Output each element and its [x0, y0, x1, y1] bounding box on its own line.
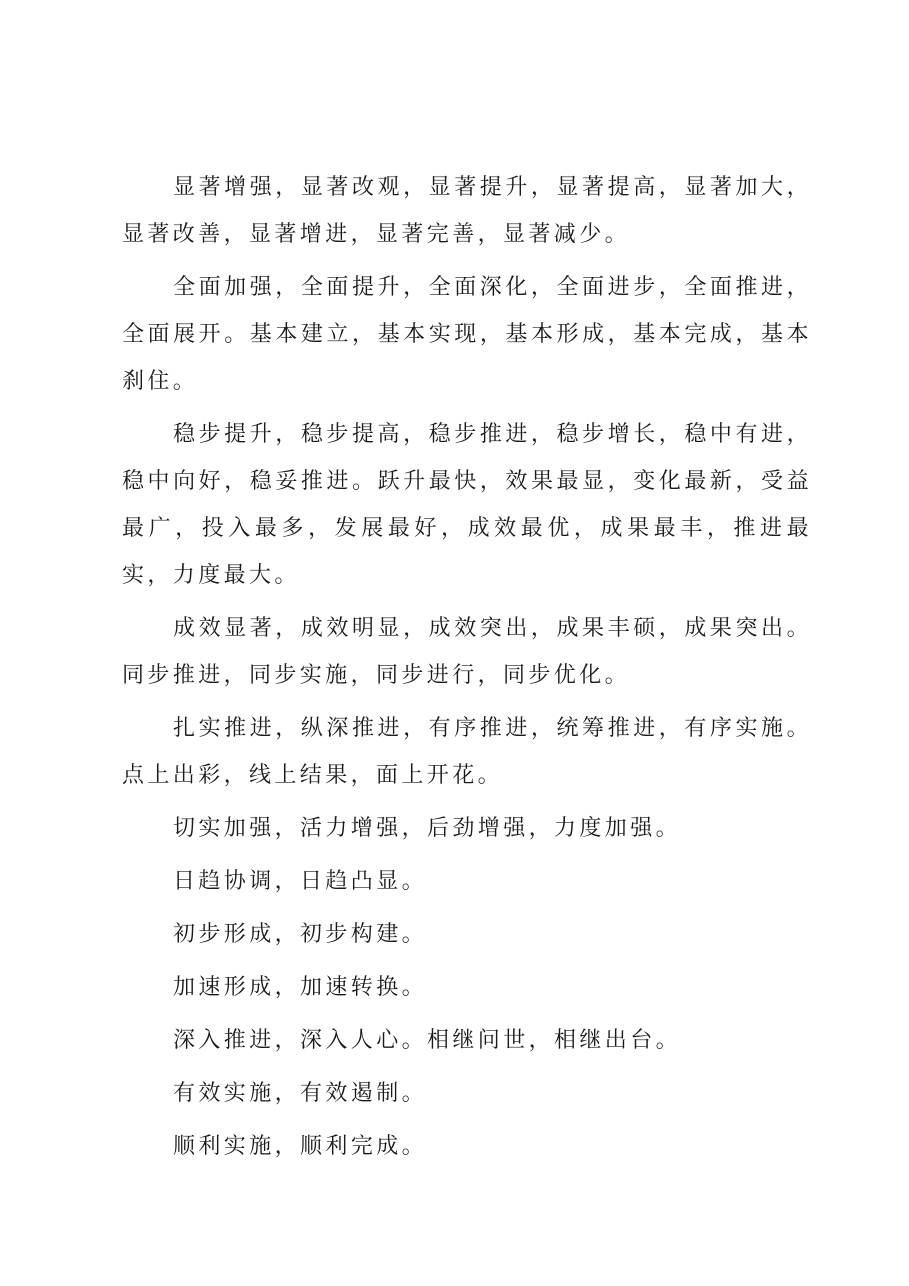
paragraph-2: 全面加强，全面提升，全面深化，全面进步，全面推进，全面展开。基本建立，基本实现，基本形成，基本完成，基本刹住。	[122, 275, 812, 394]
paragraph-12: 顺利实施，顺利完成。	[173, 1134, 428, 1159]
paragraph-10: 深入推进，深入人心。相继问世，相继出台。	[173, 1028, 682, 1053]
paragraph-7: 日趋协调，日趋凸显。	[173, 869, 428, 894]
paragraph-1: 显著增强，显著改观，显著提升，显著提高，显著加大，显著改善，显著增进，显著完善，显著减少。	[122, 175, 812, 247]
paragraph-8: 初步形成，初步构建。	[173, 922, 428, 947]
paragraph-9: 加速形成，加速转换。	[173, 975, 428, 1000]
paragraph-4: 成效显著，成效明显，成效突出，成果丰硕，成果突出。同步推进，同步实施，同步进行，同步优化。	[122, 616, 812, 688]
paragraph-6: 切实加强，活力增强，后劲增强，力度加强。	[173, 816, 682, 841]
paragraph-11: 有效实施，有效遏制。	[173, 1081, 428, 1106]
paragraph-5: 扎实推进，纵深推进，有序推进，统筹推进，有序实施。点上出彩，线上结果，面上开花。	[122, 716, 812, 788]
document-body	[122, 164, 812, 1176]
paragraph-3: 稳步提升，稳步提高，稳步推进，稳步增长，稳中有进，稳中向好，稳妥推进。跃升最快，效果最显，变化最新，受益最广，投入最多，发展最好，成效最优，成果最丰，推进最实，力度最大。	[122, 422, 812, 588]
